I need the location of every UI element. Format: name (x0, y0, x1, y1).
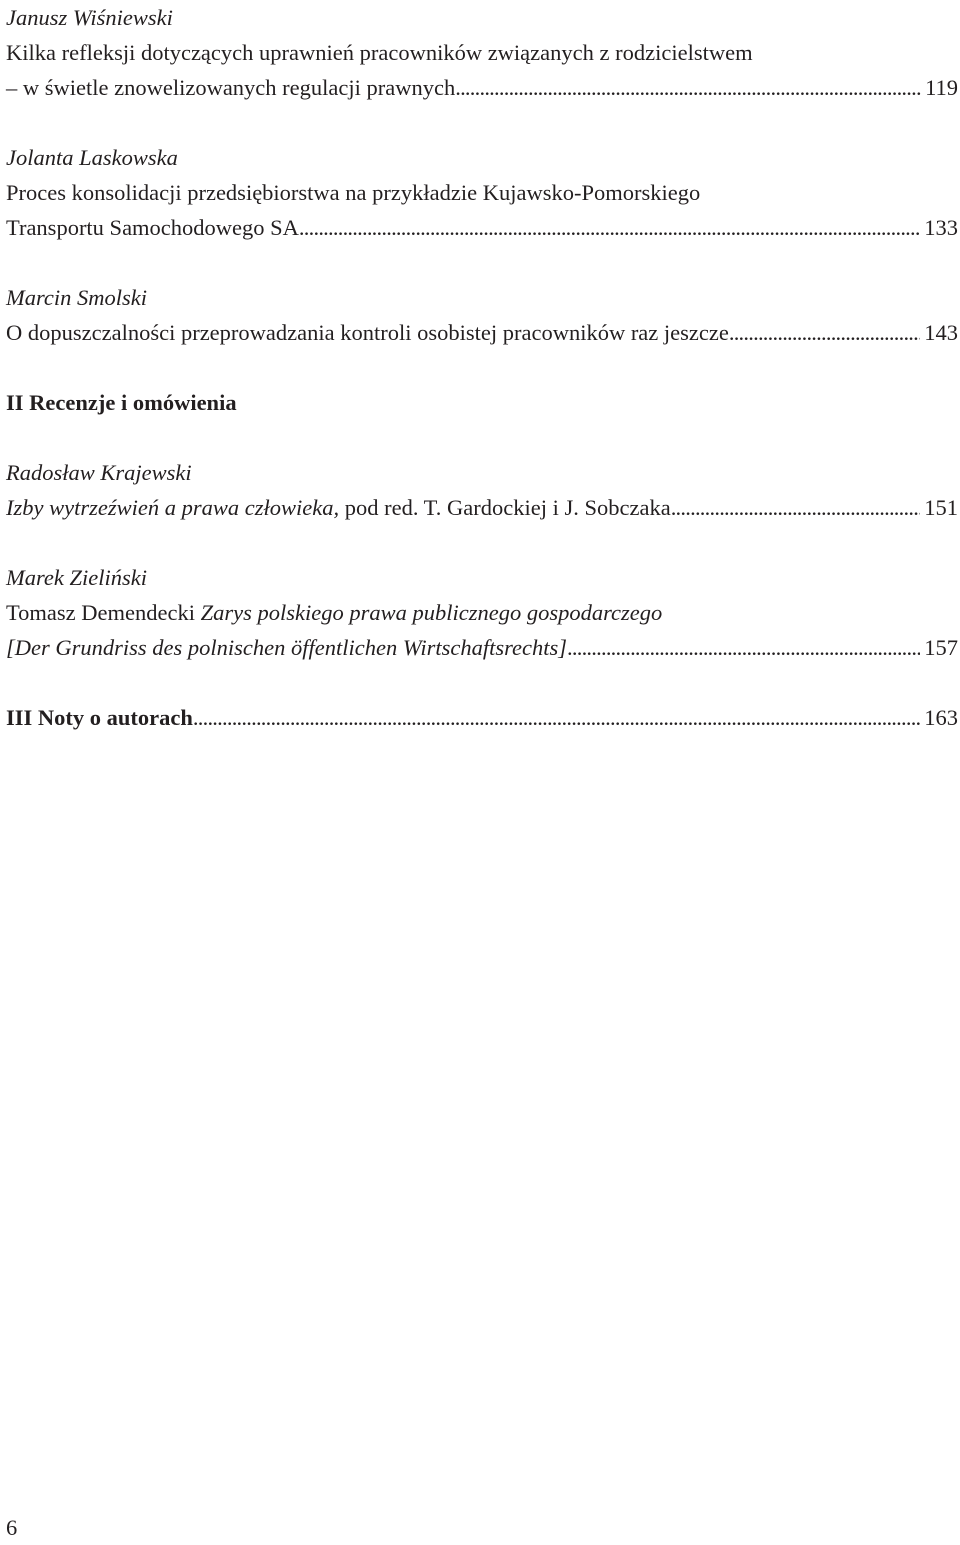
dot-leader (567, 630, 920, 665)
toc-entry-smolski (6, 280, 958, 350)
entry-author: Radosław Krajewski (6, 460, 192, 485)
entry-title-text: O dopuszczalności przeprowadzania kontroli osobistej pracowników raz jeszcze (6, 320, 729, 345)
entry-page-number: 163 (924, 705, 958, 730)
entry-page-number: 143 (924, 320, 958, 345)
entry-title-line (6, 595, 958, 630)
entry-author: Jolanta Laskowska (6, 145, 178, 170)
entry-title-line-last (6, 315, 958, 350)
entry-page-number: 151 (924, 495, 958, 520)
entry-author: Marcin Smolski (6, 285, 148, 310)
section-heading-reviews: II Recenzje i omówienia (6, 390, 237, 415)
entry-page-number: 119 (925, 75, 958, 100)
entry-title-line-last (6, 630, 958, 665)
page-number: 6 (6, 1515, 18, 1540)
entry-title-text: – w świetle znowelizowanych regulacji prawnych (6, 75, 456, 100)
toc-entry-wisniewski (6, 0, 958, 105)
entry-title-line: Proces konsolidacji przedsiębiorstwa na przykładzie Kujawsko-Pomorskiego (6, 180, 701, 205)
toc-entry-laskowska (6, 140, 958, 245)
entry-title-italic: [Der Grundriss des polnischen öffentlichen Wirtschaftsrechts] (6, 635, 568, 660)
section-heading-authors (6, 700, 958, 735)
dot-leader (193, 700, 920, 735)
dot-leader (299, 210, 920, 245)
entry-author: Janusz Wiśniewski (6, 5, 173, 30)
entry-page-number: 157 (924, 635, 958, 660)
dot-leader (671, 490, 921, 525)
entry-title-line-last (6, 70, 958, 105)
entry-title-line-last (6, 490, 958, 525)
dot-leader (729, 315, 920, 350)
section-heading-text: III Noty o autorach (6, 705, 193, 730)
entry-title-text: pod red. T. Gardockiej i J. Sobczaka (339, 495, 671, 520)
entry-title-italic: Zarys polskiego prawa publicznego gospodarczego (200, 600, 663, 625)
entry-title-line-last (6, 210, 958, 245)
entry-title-text: Tomasz Demendecki (6, 600, 201, 625)
entry-title-line: Kilka refleksji dotyczących uprawnień pracowników związanych z rodzicielstwem (6, 40, 753, 65)
entry-page-number: 133 (924, 215, 958, 240)
entry-title-text: Transportu Samochodowego SA (6, 215, 299, 240)
dot-leader (455, 70, 921, 105)
entry-author: Marek Zieliński (6, 565, 148, 590)
entry-title-italic: Izby wytrzeźwień a prawa człowieka, (6, 495, 340, 520)
toc-entry-zielinski (6, 560, 958, 665)
toc-entry-krajewski (6, 455, 958, 525)
table-of-contents (6, 0, 958, 735)
